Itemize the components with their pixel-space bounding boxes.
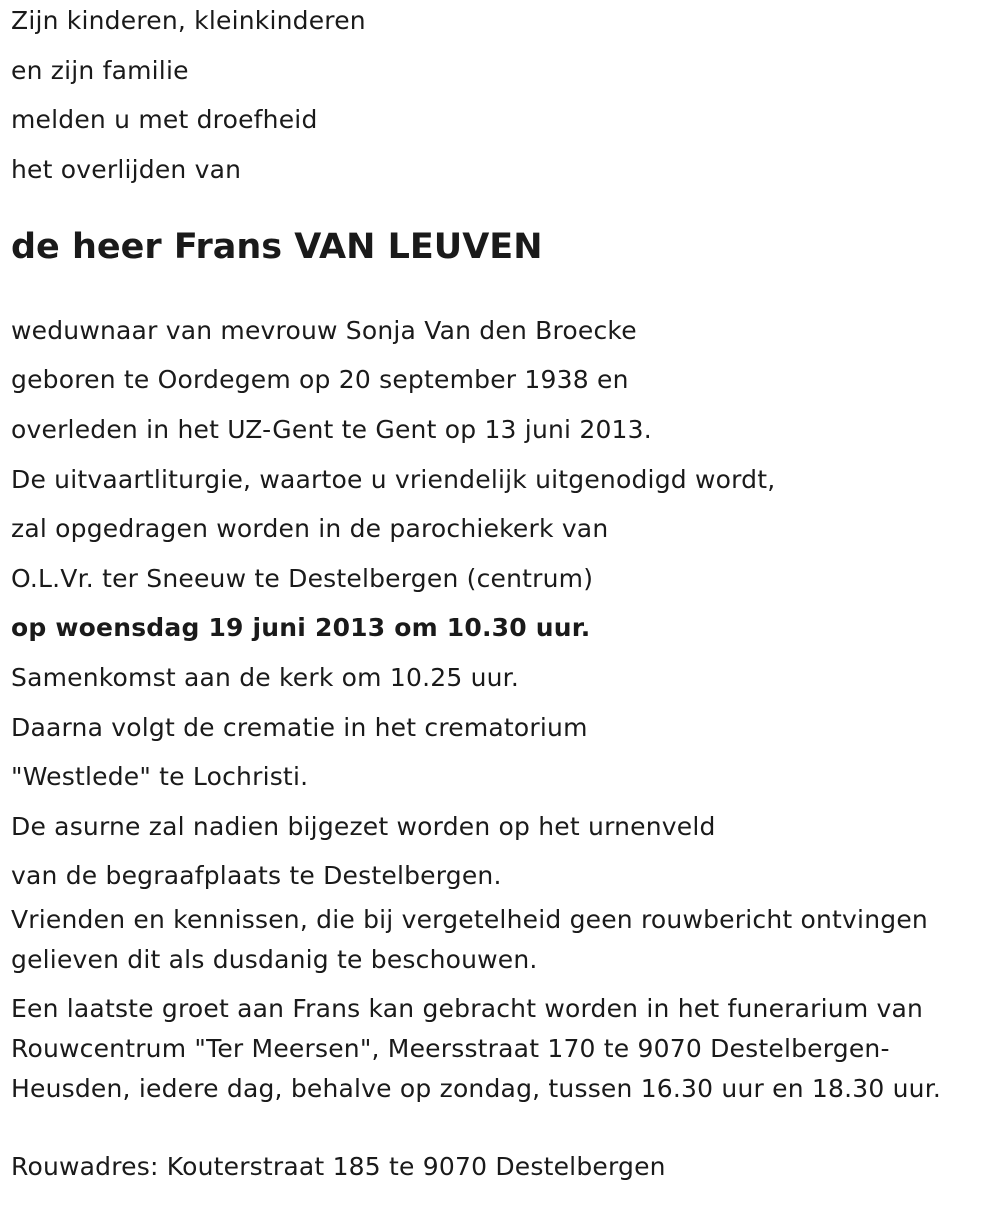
deceased-name: de heer Frans VAN LEUVEN — [11, 226, 543, 267]
notice-paragraph: Vrienden en kennissen, die bij vergetelheid geen rouwbericht ontvingen gelieven dit als dusdanig te beschouwen. — [11, 905, 928, 975]
detail-liturgy-invite: De uitvaartliturgie, waartoe u vriendelijk uitgenodigd wordt, — [11, 464, 776, 494]
intro-line-family: Zijn kinderen, kleinkinderen — [11, 6, 366, 35]
detail-widower: weduwnaar van mevrouw Sonja Van den Broecke — [11, 315, 637, 345]
intro-line-passing: het overlijden van — [11, 154, 242, 184]
detail-born: geboren te Oordegem op 20 september 1938 en — [11, 365, 629, 395]
obituary-notice — [11, 0, 991, 1182]
intro-line-relatives: en zijn familie — [11, 55, 189, 85]
detail-cremation: Daarna volgt de crematie in het crematorium — [11, 712, 588, 742]
detail-urn: De asurne zal nadien bijgezet worden op het urnenveld — [11, 811, 716, 841]
intro-line-announce: melden u met droefheid — [11, 105, 318, 135]
detail-church-intro: zal opgedragen worden in de parochiekerk van — [11, 514, 609, 544]
detail-died: overleden in het UZ-Gent te Gent op 13 juni 2013. — [11, 414, 652, 444]
mourning-address: Rouwadres: Kouterstraat 185 te 9070 Destelbergen — [11, 1152, 666, 1182]
detail-crematorium: "Westlede" te Lochristi. — [11, 762, 309, 792]
detail-gathering: Samenkomst aan de kerk om 10.25 uur. — [11, 662, 520, 692]
visitation-paragraph: Een laatste groet aan Frans kan gebracht worden in het funerarium van Rouwcentrum "Ter Meersen", Meersstraat 170 te 9070 Destelbergen-Heusden, iedere dag, behalve op zondag, tussen 16.30 uur en 18.30 uur. — [11, 994, 942, 1104]
detail-church-name: O.L.Vr. ter Sneeuw te Destelbergen (centrum) — [11, 563, 594, 593]
detail-cemetery: van de begraafplaats te Destelbergen. — [11, 861, 502, 891]
detail-service-datetime: op woensdag 19 juni 2013 om 10.30 uur. — [11, 613, 591, 643]
